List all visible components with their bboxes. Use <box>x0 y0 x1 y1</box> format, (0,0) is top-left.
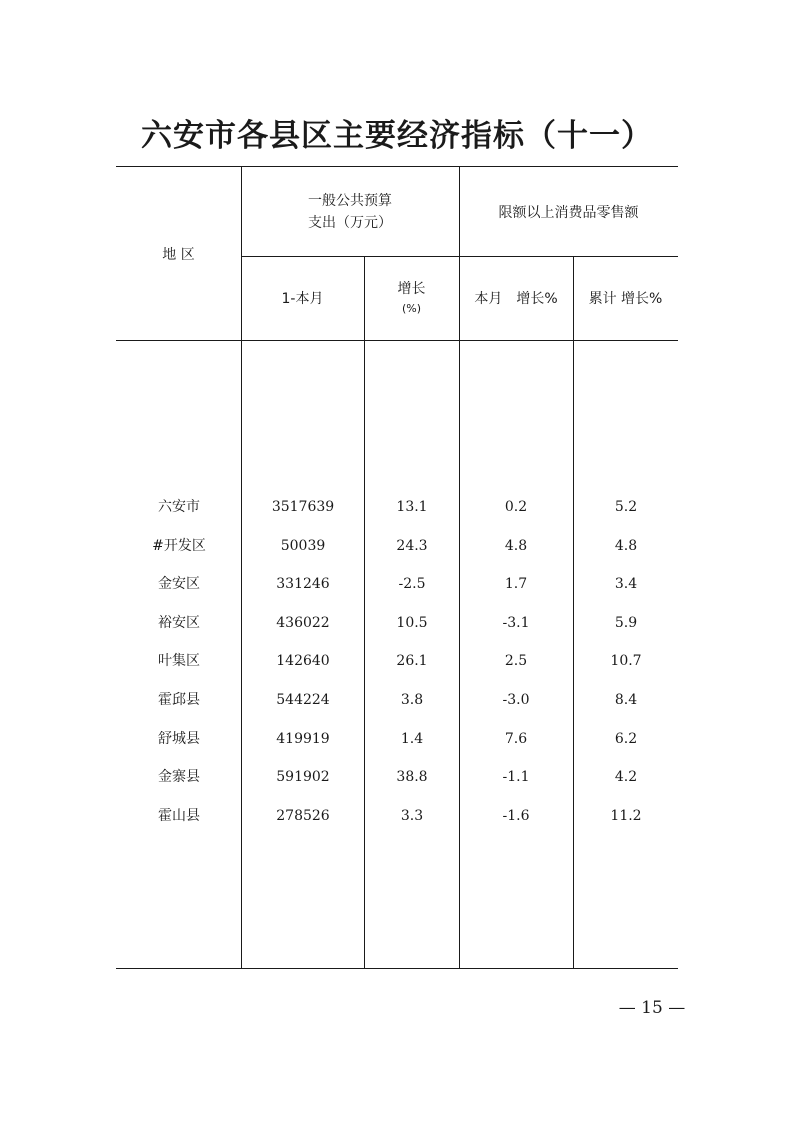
cell-cum-growth: 3.4 <box>614 576 638 592</box>
cell-ytd: 50039 <box>280 538 326 554</box>
cell-growth: 10.5 <box>396 615 428 631</box>
column-divider <box>241 166 242 968</box>
cell-cum-growth: 10.7 <box>610 653 642 669</box>
cell-ytd: 278526 <box>276 808 330 824</box>
cell-region: 霍邱县 <box>158 692 200 708</box>
cell-month-growth: 2.5 <box>504 653 528 669</box>
cell-ytd: 331246 <box>276 576 330 592</box>
cell-month-growth: 7.6 <box>504 731 528 747</box>
column-divider <box>573 256 574 968</box>
page-number: — 15 — <box>618 998 686 1018</box>
cell-month-growth: 1.7 <box>504 576 528 592</box>
cell-month-growth: 0.2 <box>504 499 528 515</box>
cell-cum-growth: 6.2 <box>614 731 638 747</box>
cell-cum-growth: 4.2 <box>614 769 638 785</box>
cell-growth: -2.5 <box>398 576 426 592</box>
cell-ytd: 591902 <box>276 769 330 785</box>
cell-region: 金寨县 <box>158 769 200 785</box>
cell-region: 裕安区 <box>158 615 200 631</box>
table-bottom-rule <box>116 968 678 969</box>
header-retail-group: 限额以上消费品零售额 <box>498 205 639 221</box>
header-month-growth: 本月 增长% <box>474 291 558 307</box>
cell-growth: 3.8 <box>400 692 424 708</box>
cell-growth: 26.1 <box>396 653 428 669</box>
column-divider <box>364 256 365 968</box>
table-top-rule <box>116 166 678 167</box>
header-growth-label: 增长 <box>397 281 426 297</box>
header-growth <box>364 278 459 318</box>
cell-cum-growth: 8.4 <box>614 692 638 708</box>
cell-ytd: 419919 <box>276 731 330 747</box>
cell-ytd: 436022 <box>276 615 330 631</box>
cell-month-growth: -3.0 <box>502 692 530 708</box>
cell-cum-growth: 5.9 <box>614 615 638 631</box>
cell-ytd: 544224 <box>276 692 330 708</box>
cell-month-growth: -1.1 <box>502 769 530 785</box>
header-budget-group <box>241 190 459 234</box>
cell-month-growth: 4.8 <box>504 538 528 554</box>
cell-ytd: 3517639 <box>271 499 335 515</box>
page-title: 六安市各县区主要经济指标（十一） <box>141 118 653 154</box>
cell-month-growth: -3.1 <box>502 615 530 631</box>
cell-ytd: 142640 <box>276 653 330 669</box>
cell-cum-growth: 11.2 <box>610 808 642 824</box>
cell-region: 金安区 <box>158 576 200 592</box>
cell-growth: 13.1 <box>396 499 428 515</box>
cell-month-growth: -1.6 <box>502 808 530 824</box>
cell-growth: 24.3 <box>396 538 428 554</box>
header-budget-line2: 支出（万元） <box>308 215 392 231</box>
cell-region: 霍山县 <box>158 808 200 824</box>
header-cumulative-growth: 累计 增长% <box>588 291 663 307</box>
header-region: 地 区 <box>162 247 195 263</box>
cell-growth: 1.4 <box>400 731 424 747</box>
cell-cum-growth: 4.8 <box>614 538 638 554</box>
cell-region: 叶集区 <box>158 653 200 669</box>
header-bottom-rule <box>116 340 678 341</box>
cell-cum-growth: 5.2 <box>614 499 638 515</box>
column-divider <box>459 166 460 968</box>
header-budget-line1: 一般公共预算 <box>308 193 392 209</box>
cell-region: #开发区 <box>152 538 206 554</box>
cell-growth: 38.8 <box>396 769 428 785</box>
cell-growth: 3.3 <box>400 808 424 824</box>
cell-region: 舒城县 <box>158 731 200 747</box>
header-growth-unit: (%) <box>401 302 422 315</box>
header-ytd: 1-本月 <box>281 291 324 307</box>
cell-region: 六安市 <box>158 499 200 515</box>
